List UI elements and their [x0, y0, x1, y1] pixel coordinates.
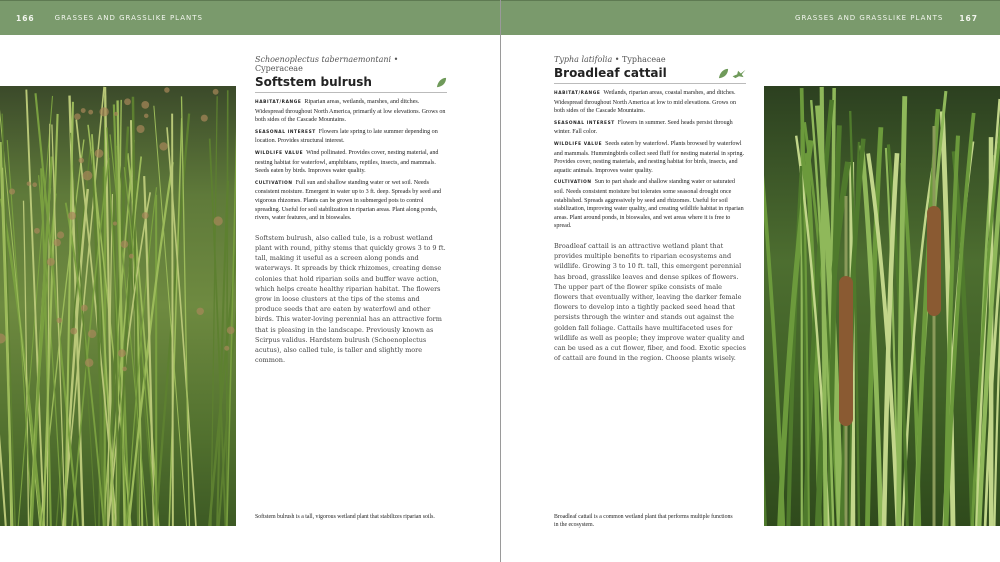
cattail-seed-head — [839, 276, 853, 426]
fact-text: Flowers in summer. Seed heads persist through winter. Fall color. — [554, 119, 733, 136]
seed-cluster — [81, 108, 86, 113]
leaf-icon — [718, 68, 729, 79]
page-gutter — [500, 0, 501, 562]
seed-cluster — [137, 125, 145, 133]
fact-item — [255, 149, 447, 176]
seed-cluster — [122, 367, 127, 372]
seed-cluster — [95, 149, 104, 158]
fact-text: Sun to part shade and shallow standing water or saturated soil. Needs consistent moisture but tolerates some seasonal drought once established. Spreads aggressively by seed and rhizomes. Useful for soil stabilization, improving water quality, and creating wildlife habitat in riparian areas. Plant around ponds, in bioswales, and wet areas where it is free to spread. — [554, 179, 744, 230]
scientific-name: Schoenoplectus tabernaemontani — [255, 55, 392, 64]
fact-label: CULTIVATION — [554, 180, 592, 186]
seed-cluster — [201, 115, 208, 122]
page-number: 166 — [16, 13, 35, 23]
seed-cluster — [227, 326, 235, 334]
seed-cluster — [54, 239, 61, 246]
fact-text: Wind pollinated. Provides cover, nesting material, and nesting habitat for waterfowl, amphibians, reptiles, insects, and mammals. Seeds eaten by birds. Improves water quality. — [255, 149, 439, 175]
body-text: Broadleaf cattail is an attractive wetland plant that provides multiple benefits to riparian ecosystems and wildlife. Growing 3 to 10 ft. tall, this emergent perennial has broad, grasslike leaves and dense spikes of flowers. The upper part of the flower spike consists of male flowers that eventually wither, leaving the darker female flowers to develop into a tightly packed seed head that persists through the winter and stands out against the golden fall foliage. Cattails have multifaceted uses for wildlife as well as people; they improve water quality and can be used as a cut flower, fiber, and food. Exotic species of cattail are found in the region. Choose plants wisely. — [554, 241, 746, 363]
seed-cluster — [47, 258, 55, 266]
seed-cluster — [113, 222, 117, 226]
grass-stem — [226, 90, 227, 526]
fact-text: Wetlands, riparian areas, coastal marshes, and ditches. Widespread throughout North America at low to mid elevations. Grows on both sides of the Cascade Mountains. — [554, 90, 737, 115]
softstem-bulrush-photo — [0, 86, 236, 526]
seed-cluster — [121, 240, 129, 248]
seed-cluster — [9, 189, 15, 195]
scientific-name: Typha latifolia — [554, 55, 613, 64]
plant-title — [554, 66, 746, 84]
fact-label: HABITAT/RANGE — [255, 100, 302, 105]
fact-label: HABITAT/RANGE — [554, 91, 601, 96]
seed-cluster — [99, 107, 108, 116]
fact-label: CULTIVATION — [255, 180, 293, 186]
seed-cluster — [81, 305, 88, 312]
seed-cluster — [142, 212, 149, 219]
seed-cluster — [88, 330, 96, 338]
scientific-name-line: Schoenoplectus tabernaemontani • Cyperaceae — [255, 55, 399, 73]
seed-cluster — [27, 182, 31, 186]
seed-cluster — [164, 87, 169, 92]
seed-cluster — [34, 228, 40, 234]
photo-caption: Broadleaf cattail is a common wetland plant that performs multiple functions in the ecosystem. — [554, 514, 733, 528]
seed-cluster — [214, 216, 223, 225]
cattail-leaf — [899, 96, 905, 526]
right-running-header — [501, 0, 1000, 35]
scientific-name-line: Typha latifolia • Typhaceae — [554, 55, 666, 64]
fact-text: Flowers late spring to late summer depending on location. Provides structural interest. — [255, 128, 438, 145]
cattail-leaf — [764, 88, 765, 526]
seed-cluster — [68, 212, 76, 220]
fact-text: Riparian areas, wetlands, marshes, and ditches. Widespread throughout North America, primarily at low elevations. Grows on both sides of the Cascade Mountains. — [255, 99, 446, 124]
fact-item — [255, 98, 447, 125]
page-number: 167 — [959, 13, 978, 23]
seed-cluster — [124, 98, 131, 105]
seed-cluster — [141, 101, 149, 109]
body-text: Softstem bulrush, also called tule, is a robust wetland plant with round, pithy stems that quickly grows 3 to 9 ft. tall, making it useful as a screen along ponds and waterways. It spreads by thick rhizomes, creating dense colonies that hold riparian soils and buffer wave action, which helps create healthy riparian habitat. The flowers grow in loose clusters at the tips of the stems and produce seeds that are eaten by waterfowl and other birds. This water-loving perennial has an attractive form that is pleasing in the landscape. Previously known as Scirpus validus. Hardstem bulrush (Schoenoplectus acutus), also called tule, is taller and slightly more common. — [255, 233, 446, 365]
leaf-icon — [436, 77, 447, 88]
seed-cluster — [70, 328, 77, 335]
family-name: Cyperaceae — [255, 64, 303, 73]
fact-item — [554, 140, 746, 175]
photo-caption: Softstem bulrush is a tall, vigorous wetland plant that stabilizes riparian soils. — [255, 514, 435, 520]
broadleaf-cattail-entry — [554, 55, 746, 363]
seed-cluster — [74, 113, 80, 119]
seed-cluster — [0, 333, 6, 343]
fact-list — [255, 98, 447, 223]
fact-item — [554, 119, 746, 137]
common-name: Broadleaf cattail — [554, 66, 667, 80]
softstem-bulrush-entry — [255, 55, 447, 365]
fact-item — [554, 89, 746, 116]
fact-label: SEASONAL INTEREST — [554, 120, 615, 126]
fact-label: SEASONAL INTEREST — [255, 129, 316, 135]
seed-cluster — [79, 158, 84, 163]
seed-cluster — [224, 346, 229, 351]
seed-cluster — [85, 358, 94, 367]
cattail-leaf — [764, 103, 783, 526]
seed-cluster — [118, 349, 126, 357]
seed-cluster — [32, 182, 37, 187]
seed-cluster — [57, 231, 64, 238]
plant-title — [255, 75, 447, 93]
seed-cluster — [144, 114, 149, 119]
seed-cluster — [88, 110, 93, 115]
seed-cluster — [114, 112, 118, 116]
seed-cluster — [159, 142, 167, 150]
family-name: Typhaceae — [622, 55, 666, 64]
seed-cluster — [197, 308, 204, 315]
fact-text: Full sun and shallow standing water or wet soil. Needs consistent moisture. Emergent in water up to 3 ft. deep. Spreads by seed and vigorous rhizomes. Plants can be grown in submerged pots to control spreading. Useful for soil stabilization in riparian areas. Plant along ponds, rivers, water features, and in bioswales. — [255, 179, 442, 222]
grass-stem — [2, 114, 15, 526]
fact-item — [255, 128, 447, 146]
fact-label: WILDLIFE VALUE — [554, 141, 603, 147]
broadleaf-cattail-photo — [764, 86, 1000, 526]
grass-stem — [172, 114, 173, 526]
cattail-seed-head — [927, 206, 941, 316]
fact-item — [255, 179, 447, 223]
running-head: GRASSES AND GRASSLIKE PLANTS — [795, 14, 944, 22]
hummingbird-icon — [732, 68, 746, 79]
seed-cluster — [129, 254, 134, 259]
seed-cluster — [213, 89, 219, 95]
common-name: Softstem bulrush — [255, 75, 372, 89]
seed-cluster — [57, 318, 63, 324]
left-running-header — [0, 0, 500, 35]
fact-text: Seeds eaten by waterfowl. Plants browsed by waterfowl and mammals. Hummingbirds collect seed fluff for nesting material in spring. Provides cover, nesting materials, and nesting habitat for birds, insects, and aquatic animals. Improves water quality. — [554, 140, 745, 174]
fact-label: WILDLIFE VALUE — [255, 150, 304, 156]
fact-item — [554, 178, 746, 231]
fact-list — [554, 89, 746, 231]
seed-cluster — [83, 171, 93, 181]
running-head: GRASSES AND GRASSLIKE PLANTS — [54, 14, 203, 22]
grass-stem — [105, 95, 106, 526]
